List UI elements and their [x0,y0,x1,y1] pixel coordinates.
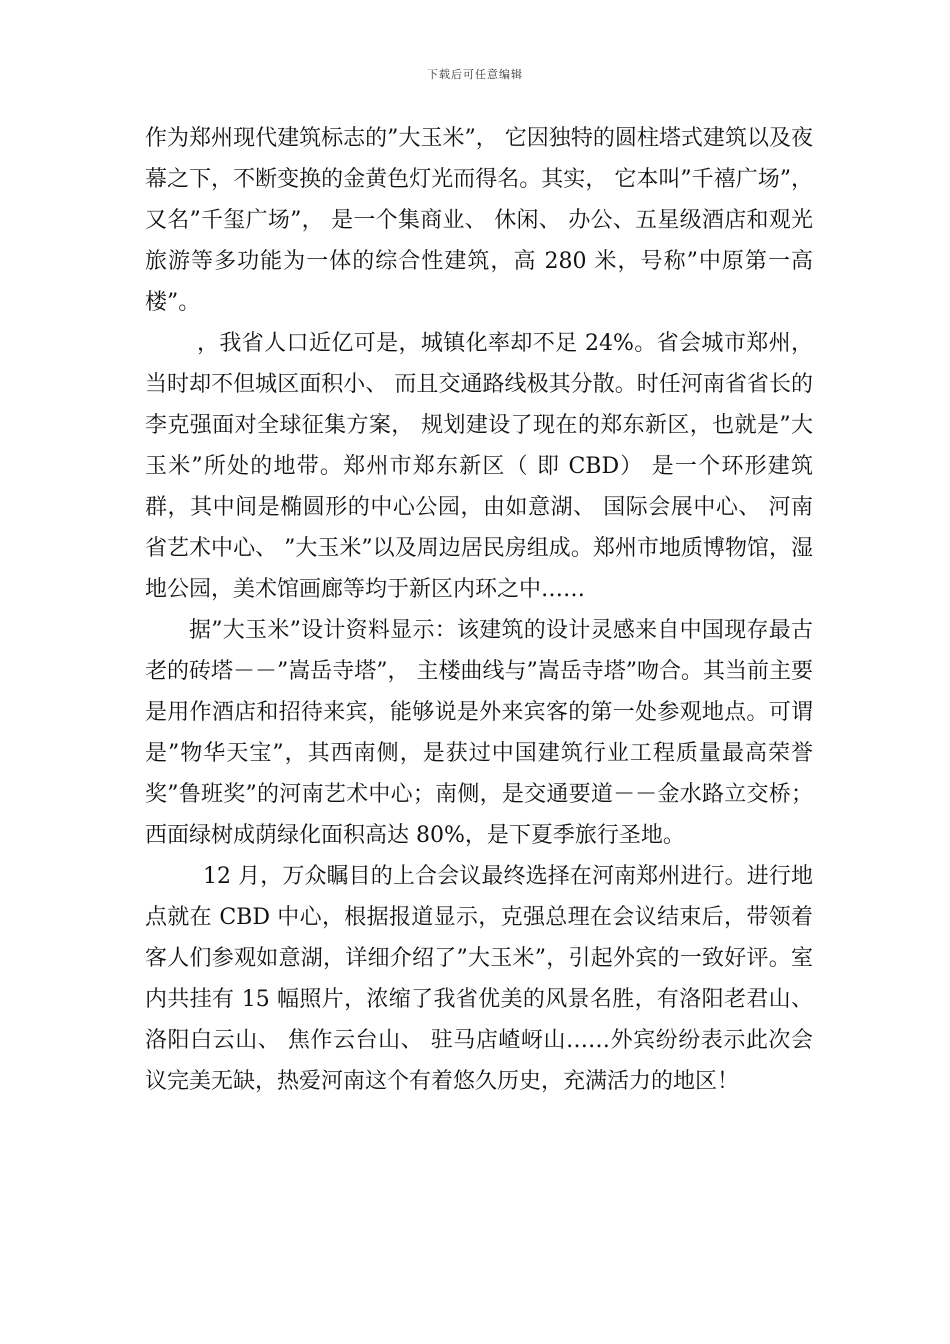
paragraph-1: 作为郑州现代建筑标志的”大玉米”， 它因独特的圆柱塔式建筑以及夜幕之下，不断变换的金黄色灯光而得名。其实， 它本叫”千禧广场”， 又名”千玺广场”， 是一个集商业、 休闲、 办公、五星级酒店和观光旅游等多功能为一体的综合性建筑，高 280 米，号称”中原第一高楼”。 [145,126,813,315]
paragraph-2: ，我省人口近亿可是，城镇化率却不足 24%。省会城市郑州，当时却不但城区面积小、 而且交通路线极其分散。时任河南省省长的李克强面对全球征集方案， 规划建设了现在的郑东新区，也就是”大玉米”所处的地带。郑州市郑东新区（ 即 CBD） 是一个环形建筑群，其中间是椭圆形的中心公园，由如意湖、 国际会展中心、 河南省艺术中心、 ”大玉米”以及周边居民房组成。郑州市地质博物馆，湿地公园，美术馆画廊等均于新区内环之中…… [145,331,813,602]
paragraph-3: 据”大玉米”设计资料显示：该建筑的设计灵感来自中国现存最古老的砖塔－－”嵩岳寺塔”， 主楼曲线与”嵩岳寺塔”吻合。其当前主要是用作酒店和招待来宾，能够说是外来宾客的第一处参观地点。可谓是”物华天宝”，其西南侧，是获过中国建筑行业工程质量最高荣誉奖”鲁班奖”的河南艺术中心；南侧，是交通要道－－金水路立交桥；西面绿树成荫绿化面积高达 80%，是下夏季旅行圣地。 [145,618,813,848]
page-header: 下载后可任意编辑 [427,68,523,81]
paragraph-4: 12 月，万众瞩目的上合会议最终选择在河南郑州进行。进行地点就在 CBD 中心，根据报道显示，克强总理在会议结束后，带领着客人们参观如意湖，详细介绍了”大玉米”，引起外宾的一致好评。室内共挂有 15 幅照片，浓缩了我省优美的风景名胜，有洛阳老君山、 洛阳白云山、 焦作云台山、 驻马店嵖岈山……外宾纷纷表示此次会议完美无缺，热爱河南这个有着悠久历史，充满活力的地区！ [145,864,813,1094]
document-body [145,118,813,1102]
